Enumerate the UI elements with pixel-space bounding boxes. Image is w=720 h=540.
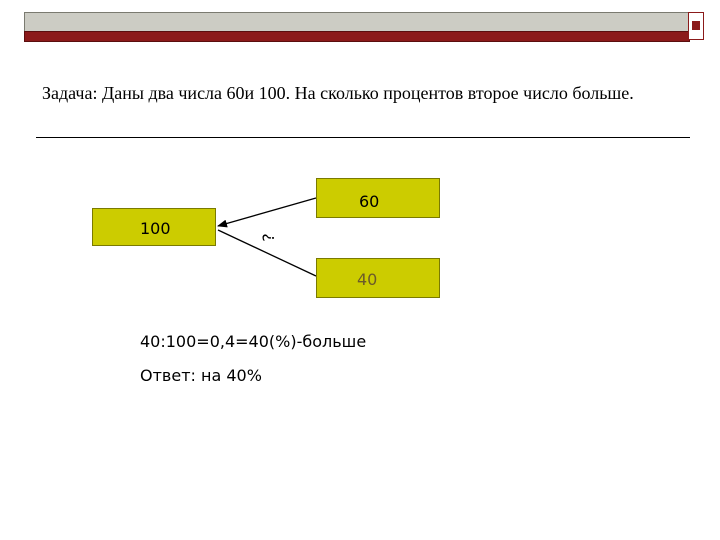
number-box-100-label: 100 — [140, 219, 171, 238]
number-box-60 — [316, 178, 440, 218]
number-box-40-label: 40 — [357, 270, 378, 289]
question-mark: ? — [258, 233, 278, 242]
solution-calculation: 40:100=0,4=40(%)-больше — [140, 332, 367, 351]
number-box-60-label: 60 — [359, 192, 380, 211]
arrow-60-to-100 — [218, 198, 316, 226]
solution-answer: Ответ: на 40% — [140, 366, 262, 385]
number-box-100 — [92, 208, 216, 246]
number-box-40 — [316, 258, 440, 298]
task-statement: Задача: Даны два числа 60и 100. На сколько процентов второе число больше. — [42, 83, 634, 103]
